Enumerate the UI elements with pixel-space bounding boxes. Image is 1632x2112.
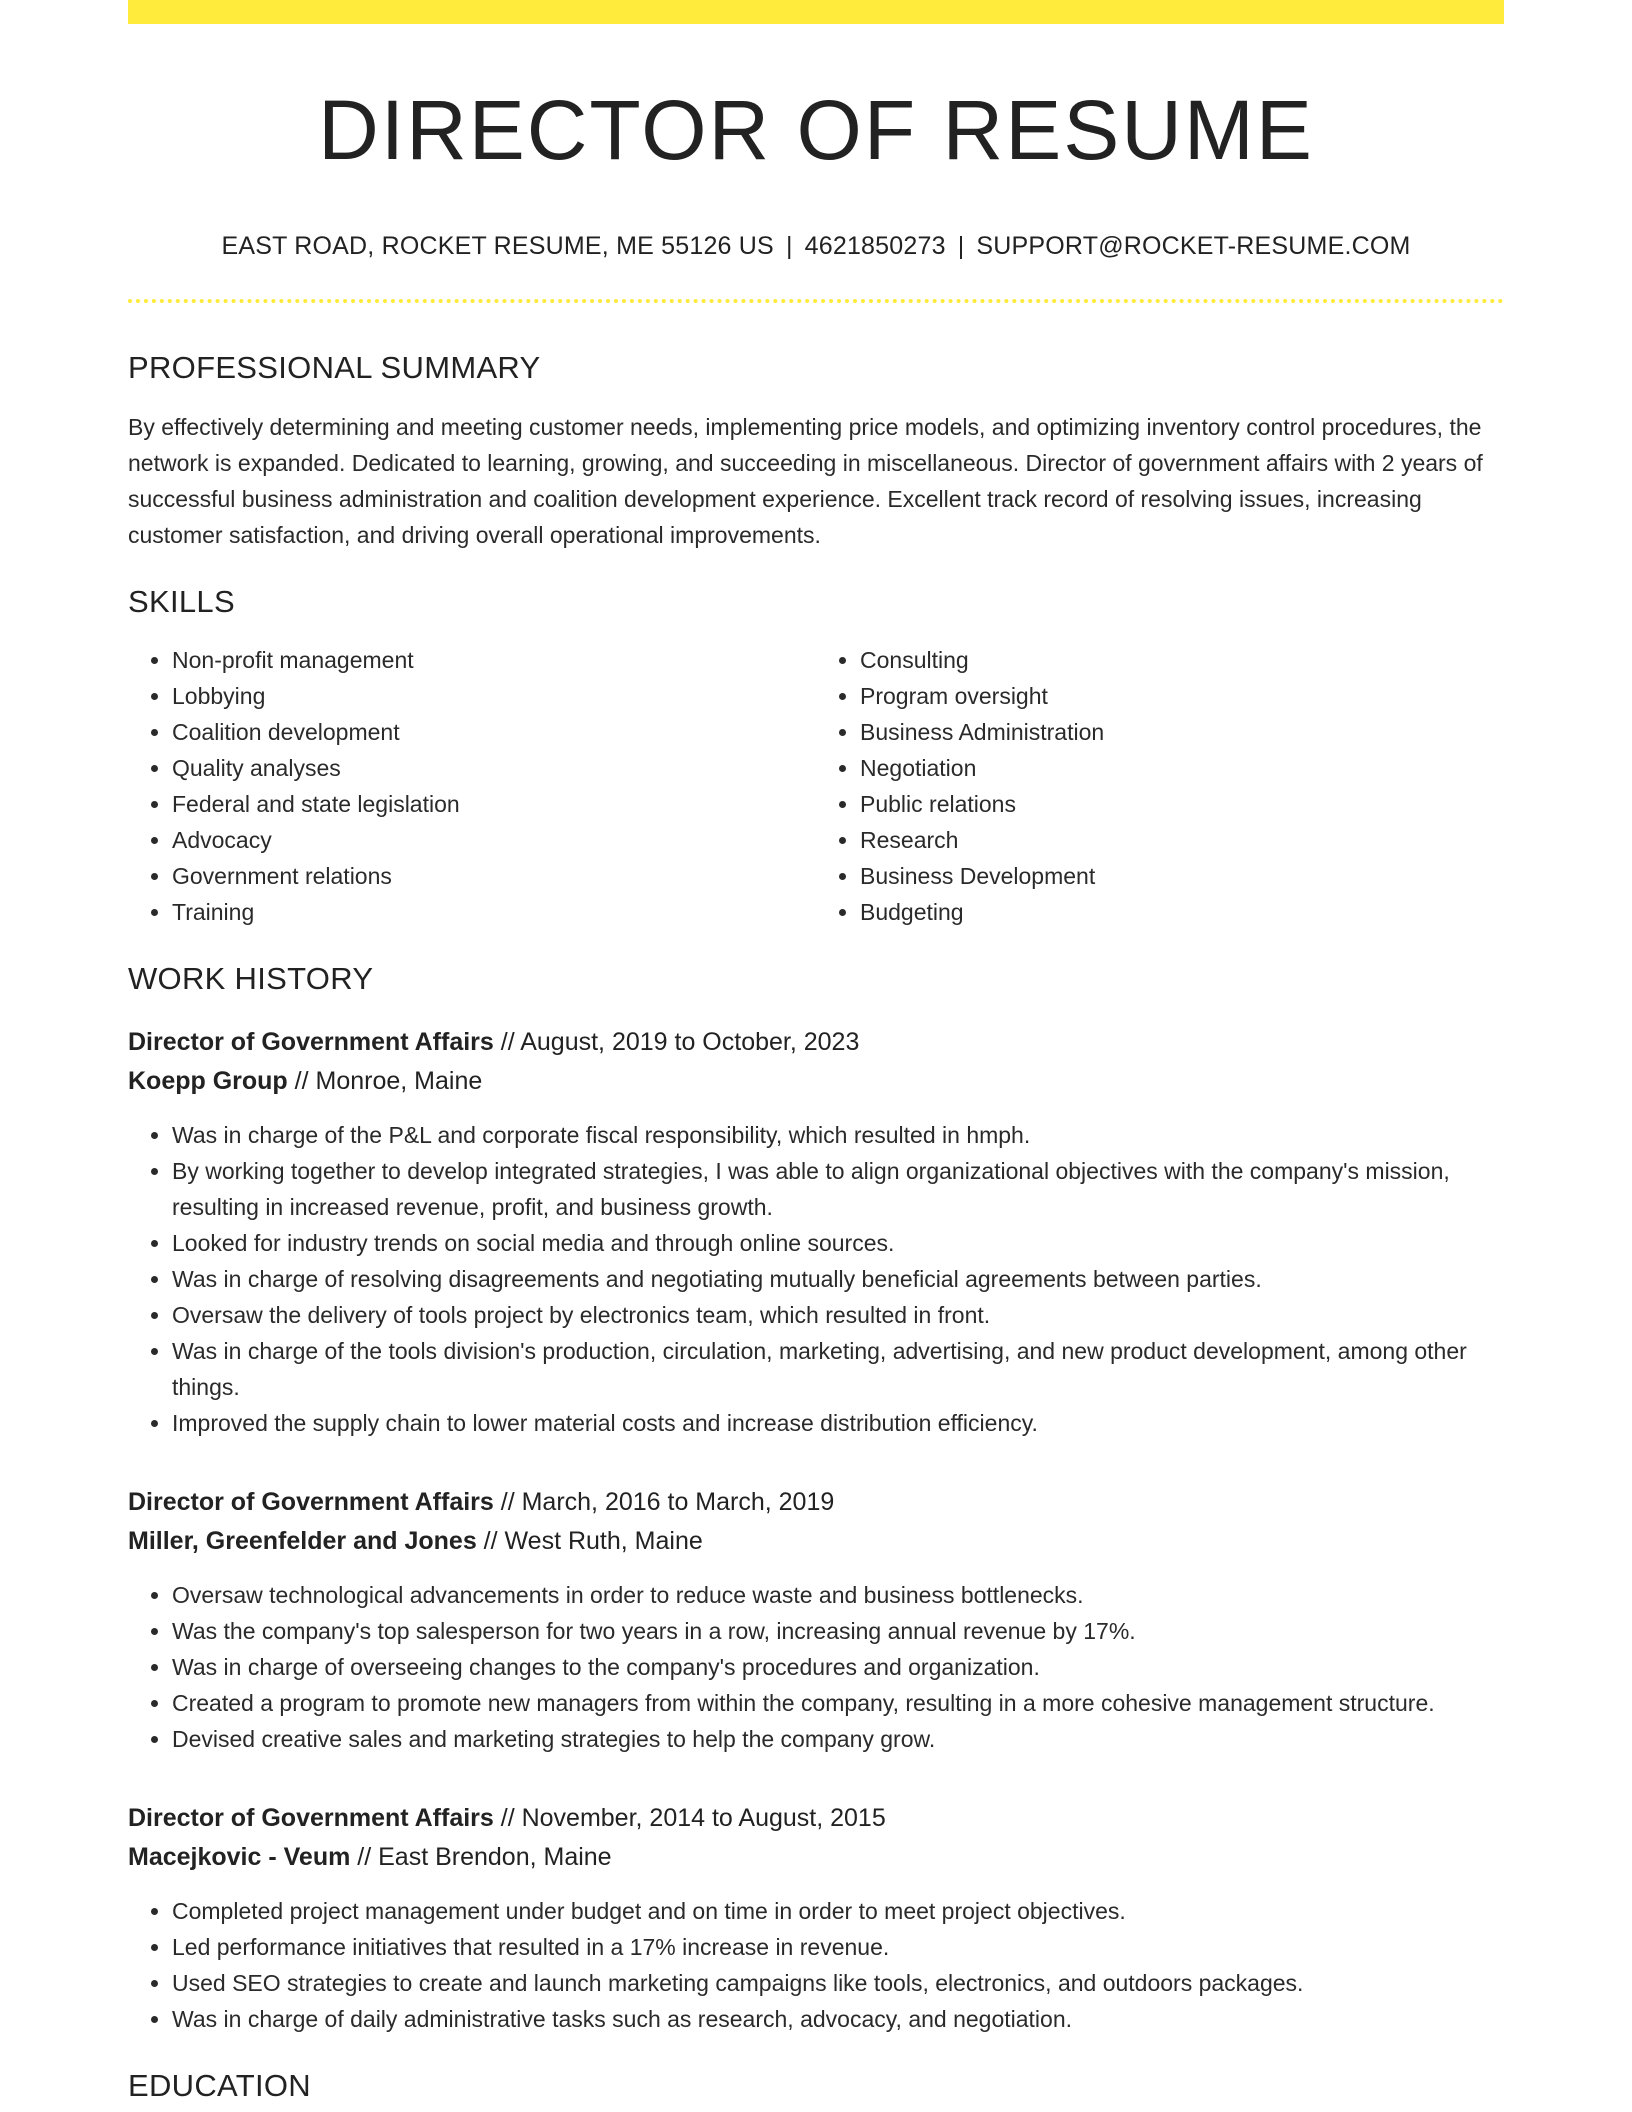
job-location: // Monroe, Maine bbox=[287, 1066, 483, 1095]
resume-name: DIRECTOR OF RESUME bbox=[318, 83, 1314, 177]
job-role: Director of Government Affairs bbox=[128, 1803, 494, 1832]
job-bullet: • Was in charge of overseeing changes to the company's procedures and organization. bbox=[172, 1649, 1504, 1685]
job-company-line bbox=[128, 1522, 1504, 1561]
work-history-list bbox=[128, 1023, 1504, 2037]
job-location: // East Brendon, Maine bbox=[350, 1842, 612, 1871]
job-dates: // August, 2019 to October, 2023 bbox=[493, 1027, 860, 1056]
job-dates: // November, 2014 to August, 2015 bbox=[493, 1803, 886, 1832]
contact-address: EAST ROAD, ROCKET RESUME, ME 55126 US bbox=[221, 232, 774, 261]
job-entry bbox=[128, 1799, 1504, 2037]
job-bullet: • Was in charge of the tools division's production, circulation, marketing, advertising, and new product development, among other things. bbox=[172, 1333, 1504, 1405]
job-bullet: • Was in charge of resolving disagreements and negotiating mutually beneficial agreements between parties. bbox=[172, 1261, 1504, 1297]
contact-separator: | bbox=[785, 232, 793, 261]
skill-item: • Budgeting bbox=[860, 894, 1504, 930]
contact-phone: 4621850273 bbox=[804, 232, 946, 261]
job-bullet-list bbox=[128, 1893, 1504, 2037]
skill-item: • Public relations bbox=[860, 786, 1504, 822]
job-company: Koepp Group bbox=[128, 1066, 288, 1095]
job-entry bbox=[128, 1023, 1504, 1441]
contact-separator: | bbox=[957, 232, 965, 261]
job-bullet: • Looked for industry trends on social media and through online sources. bbox=[172, 1225, 1504, 1261]
job-title-line bbox=[128, 1799, 1504, 1838]
skill-item: • Business Development bbox=[860, 858, 1504, 894]
work-history-heading: WORK HISTORY bbox=[128, 960, 374, 996]
job-bullet: • Was in charge of daily administrative tasks such as research, advocacy, and negotiation. bbox=[172, 2001, 1504, 2037]
skill-item: • Federal and state legislation bbox=[172, 786, 816, 822]
skill-item: • Government relations bbox=[172, 858, 816, 894]
skill-item: • Research bbox=[860, 822, 1504, 858]
contact-email: SUPPORT@ROCKET-RESUME.COM bbox=[976, 232, 1411, 261]
summary-heading: PROFESSIONAL SUMMARY bbox=[128, 350, 541, 386]
skill-item: • Negotiation bbox=[860, 750, 1504, 786]
skill-item: • Consulting bbox=[860, 642, 1504, 678]
job-bullet: • Oversaw technological advancements in order to reduce waste and business bottlenecks. bbox=[172, 1577, 1504, 1613]
accent-top-bar bbox=[128, 0, 1504, 24]
job-bullet: • Was in charge of the P&L and corporate fiscal responsibility, which resulted in hmph. bbox=[172, 1117, 1504, 1153]
skill-item: • Program oversight bbox=[860, 678, 1504, 714]
job-bullet-list bbox=[128, 1577, 1504, 1757]
job-bullet: • Completed project management under budget and on time in order to meet project objectives. bbox=[172, 1893, 1504, 1929]
job-entry bbox=[128, 1483, 1504, 1757]
skill-item: • Coalition development bbox=[172, 714, 816, 750]
job-role: Director of Government Affairs bbox=[128, 1027, 494, 1056]
dotted-divider bbox=[128, 299, 1504, 303]
skill-item: • Quality analyses bbox=[172, 750, 816, 786]
job-dates: // March, 2016 to March, 2019 bbox=[493, 1487, 835, 1516]
job-bullet: • Devised creative sales and marketing strategies to help the company grow. bbox=[172, 1721, 1504, 1757]
education-heading: EDUCATION bbox=[128, 2067, 311, 2103]
job-bullet: • Created a program to promote new managers from within the company, resulting in a more cohesive management structure. bbox=[172, 1685, 1504, 1721]
job-title-line bbox=[128, 1023, 1504, 1062]
job-bullet: • Improved the supply chain to lower material costs and increase distribution efficiency. bbox=[172, 1405, 1504, 1441]
skill-item: • Non-profit management bbox=[172, 642, 816, 678]
resume-page bbox=[128, 0, 1504, 2104]
summary-text: By effectively determining and meeting customer needs, implementing price models, and optimizing inventory control procedures, the network is expanded. Dedicated to learning, growing, and succeeding in miscellaneous. Director of government affairs with 2 years of successful business administration and coalition development experience. Excellent track record of resolving issues, increasing customer satisfaction, and driving overall operational improvements. bbox=[128, 413, 1483, 548]
job-bullet: • Used SEO strategies to create and launch marketing campaigns like tools, electronics, and outdoors packages. bbox=[172, 1965, 1504, 2001]
skill-item: • Advocacy bbox=[172, 822, 816, 858]
job-company-line bbox=[128, 1062, 1504, 1101]
contact-line bbox=[128, 232, 1504, 261]
skills-heading: SKILLS bbox=[128, 583, 235, 619]
job-company-line bbox=[128, 1838, 1504, 1877]
job-bullet: • Oversaw the delivery of tools project by electronics team, which resulted in front. bbox=[172, 1297, 1504, 1333]
skill-item: • Business Administration bbox=[860, 714, 1504, 750]
job-company: Macejkovic - Veum bbox=[128, 1842, 351, 1871]
skills-column-right bbox=[816, 642, 1504, 930]
job-role: Director of Government Affairs bbox=[128, 1487, 494, 1516]
skills-list bbox=[128, 642, 1504, 930]
job-bullet: • By working together to develop integrated strategies, I was able to align organizational objectives with the company's mission, resulting in increased revenue, profit, and business growth. bbox=[172, 1153, 1504, 1225]
job-title-line bbox=[128, 1483, 1504, 1522]
job-bullet: • Was the company's top salesperson for two years in a row, increasing annual revenue by 17%. bbox=[172, 1613, 1504, 1649]
job-company: Miller, Greenfelder and Jones bbox=[128, 1526, 477, 1555]
job-bullet: • Led performance initiatives that resulted in a 17% increase in revenue. bbox=[172, 1929, 1504, 1965]
skill-item: • Training bbox=[172, 894, 816, 930]
job-bullet-list bbox=[128, 1117, 1504, 1441]
skills-column-left bbox=[128, 642, 816, 930]
job-location: // West Ruth, Maine bbox=[476, 1526, 703, 1555]
skill-item: • Lobbying bbox=[172, 678, 816, 714]
